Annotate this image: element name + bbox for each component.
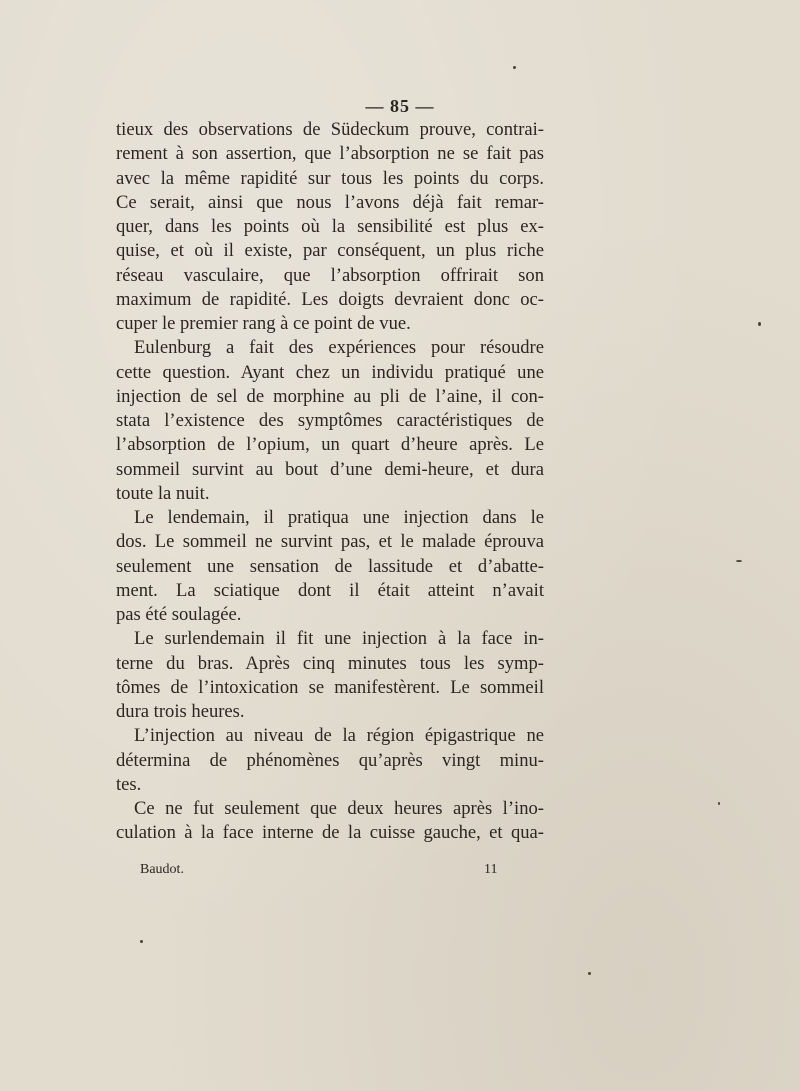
text-line: injection de sel de morphine au pli de l’aine, il con- bbox=[116, 385, 544, 407]
text-line: cette question. Ayant chez un individu pratiqué une bbox=[116, 361, 544, 383]
signature-mark: Baudot. bbox=[140, 862, 184, 877]
paper-speck bbox=[140, 940, 143, 943]
paper-speck bbox=[513, 66, 516, 69]
text-line: l’absorption de l’opium, un quart d’heure après. Le bbox=[116, 434, 544, 456]
paper-speck bbox=[736, 560, 742, 562]
text-line: Ce serait, ainsi que nous l’avons déjà fait remar- bbox=[116, 191, 544, 213]
text-line: L’injection au niveau de la région épigastrique ne bbox=[134, 725, 544, 747]
text-line: dos. Le sommeil ne survint pas, et le malade éprouva bbox=[116, 531, 544, 553]
page-footer bbox=[0, 862, 800, 882]
text-line: culation à la face interne de la cuisse gauche, et qua- bbox=[116, 822, 544, 844]
text-line: quise, et où il existe, par conséquent, un plus riche bbox=[116, 240, 544, 262]
sheet-number: 11 bbox=[484, 862, 498, 877]
text-line: cuper le premier rang à ce point de vue. bbox=[116, 313, 411, 334]
page-number: — 85 — bbox=[365, 96, 435, 116]
paper-speck bbox=[758, 322, 761, 326]
text-line: sommeil survint au bout d’une demi-heure, et dura bbox=[116, 458, 544, 480]
text-line: toute la nuit. bbox=[116, 482, 210, 504]
paper-speck bbox=[588, 972, 591, 975]
text-line: dura trois heures. bbox=[116, 701, 245, 722]
text-line: quer, dans les points où la sensibilité est plus ex- bbox=[116, 216, 544, 237]
text-line: détermina de phénomènes qu’après vingt minu- bbox=[116, 749, 544, 771]
text-line: stata l’existence des symptômes caractéristiques de bbox=[116, 410, 544, 431]
paper-speck bbox=[718, 802, 720, 805]
text-line: pas été soulagée. bbox=[116, 604, 242, 625]
text-line: avec la même rapidité sur tous les points du corps. bbox=[116, 167, 544, 189]
text-line: maximum de rapidité. Les doigts devraient donc oc- bbox=[116, 288, 544, 310]
text-line: tieux des observations de Südeckum prouve, contrai- bbox=[116, 119, 544, 140]
body-text bbox=[116, 118, 544, 846]
text-line: terne du bras. Après cinq minutes tous les symp- bbox=[116, 652, 544, 674]
text-line: Le surlendemain il fit une injection à la face in- bbox=[134, 628, 544, 650]
text-line: rement à son assertion, que l’absorption ne se fait pas bbox=[116, 143, 544, 165]
text-line: tes. bbox=[116, 773, 142, 795]
text-line: réseau vasculaire, que l’absorption offrirait son bbox=[116, 264, 544, 286]
text-line: seulement une sensation de lassitude et d’abatte- bbox=[116, 555, 544, 577]
text-line: Le lendemain, il pratiqua une injection dans le bbox=[134, 507, 544, 528]
text-line: tômes de l’intoxication se manifestèrent. Le sommeil bbox=[116, 676, 544, 698]
text-line: Ce ne fut seulement que deux heures après l’ino- bbox=[134, 798, 544, 819]
text-line: Eulenburg a fait des expériences pour résoudre bbox=[134, 337, 544, 359]
text-line: ment. La sciatique dont il était atteint n’avait bbox=[116, 579, 544, 601]
